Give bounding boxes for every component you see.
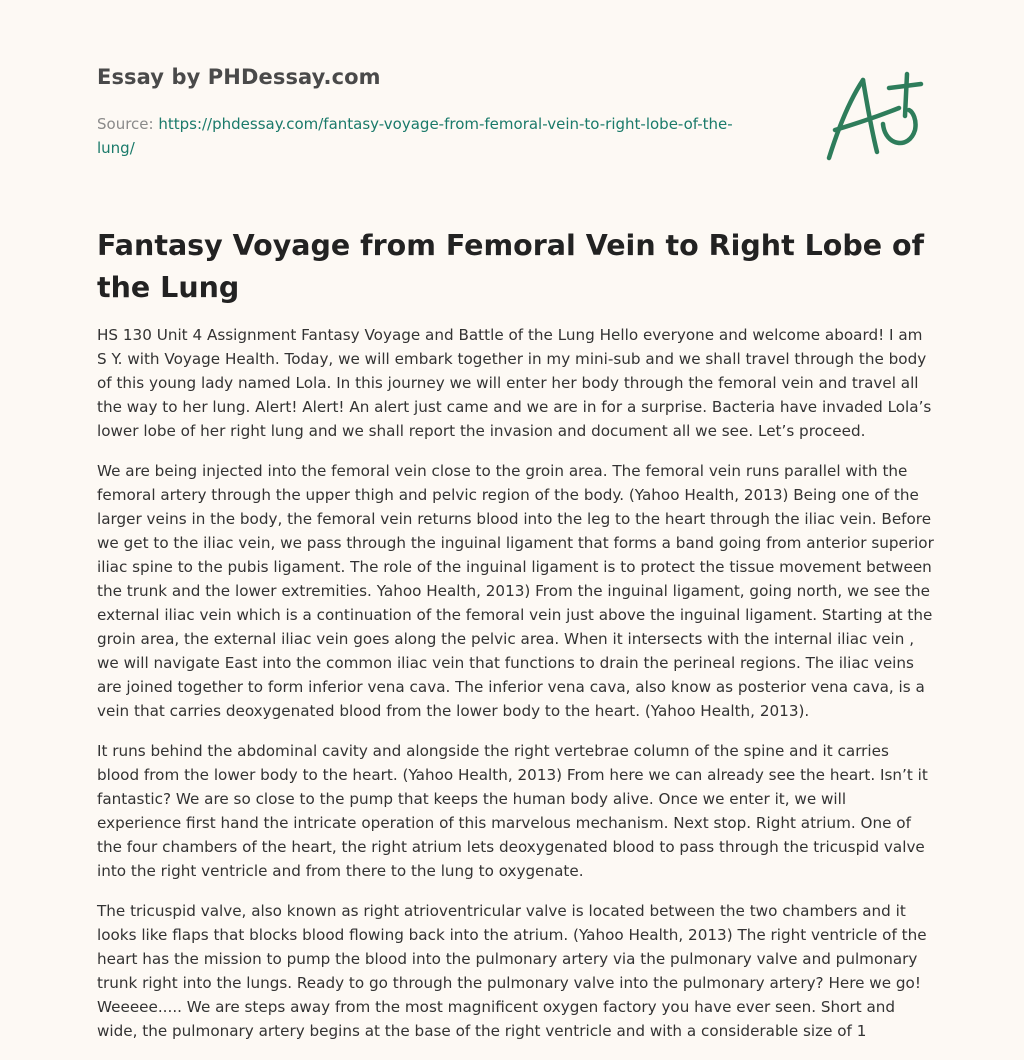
paragraph: HS 130 Unit 4 Assignment Fantasy Voyage and Battle of the Lung Hello everyone and welcome aboard! I am S Y. with Voyage Health. Today, we will embark together in my mini-sub and we shall travel through the body of this young lady named Lola. In this journey we will enter her body through the femoral vein and travel all the way to her lung. Alert! Alert! An alert just came and we are in for a surprise. Bacteria have invaded Lola’s lower lobe of her right lung and we shall report the invasion and document all we see. Let’s proceed. (97, 326, 932, 440)
source-link[interactable]: https://phdessay.com/fantasy-voyage-from-femoral-vein-to-right-lobe-of-the-lung/ (97, 115, 733, 157)
essay-body (97, 323, 935, 1059)
paragraph: The tricuspid valve, also known as right atrioventricular valve is located between the two chambers and it looks like flaps that blocks blood flowing back into the atrium. (Yahoo Health, 2013) The right ventricle of the heart has the mission to pump the blood into the pulmonary artery via the pulmonary valve and pulmonary trunk right into the lungs. Ready to go through the pulmonary valve into the pulmonary artery? Here we go! Weeeee..... We are steps away from the most magnificent oxygen factory you have ever seen. Short and wide, the pulmonary artery begins at the base of the right ventricle and with a considerable size of 1 (97, 902, 927, 1040)
essay-title: Fantasy Voyage from Femoral Vein to Right Lobe of the Lung (97, 229, 924, 304)
paragraph: It runs behind the abdominal cavity and alongside the right vertebrae column of the spine and it carries blood from the lower body to the heart. (Yahoo Health, 2013) From here we can already see the heart. Isn’t it fantastic? We are so close to the pump that keeps the human body alive. Once we enter it, we will experience first hand the intricate operation of this marvelous mechanism. Next stop. Right atrium. One of the four chambers of the heart, the right atrium lets deoxygenated blood to pass through the tricuspid valve into the right ventricle and from there to the lung to oxygenate. (97, 742, 928, 880)
a-plus-logo-icon (821, 66, 931, 166)
source-label: Source: (97, 115, 159, 133)
source-line (97, 112, 757, 160)
site-brand: Essay by PHDessay.com (97, 65, 381, 89)
paragraph: We are being injected into the femoral vein close to the groin area. The femoral vein runs parallel with the femoral artery through the upper thigh and pelvic region of the body. (Yahoo Health, 2013) Being one of the larger veins in the body, the femoral vein returns blood into the leg to the heart through the iliac vein. Before we get to the iliac vein, we pass through the inguinal ligament that forms a band going from anterior superior iliac spine to the pubis ligament. The role of the inguinal ligament is to protect the tissue movement between the trunk and the lower extremities. Yahoo Health, 2013) From the inguinal ligament, going north, we see the external iliac vein which is a continuation of the femoral vein just above the inguinal ligament. Starting at the groin area, the external iliac vein goes along the pelvic area. When it intersects with the internal iliac vein , we will navigate East into the common iliac vein that functions to drain the perineal regions. The iliac veins are joined together to form inferior vena cava. The inferior vena cava, also know as posterior vena cava, is a vein that carries deoxygenated blood from the lower body to the heart. (Yahoo Health, 2013). (97, 462, 934, 720)
